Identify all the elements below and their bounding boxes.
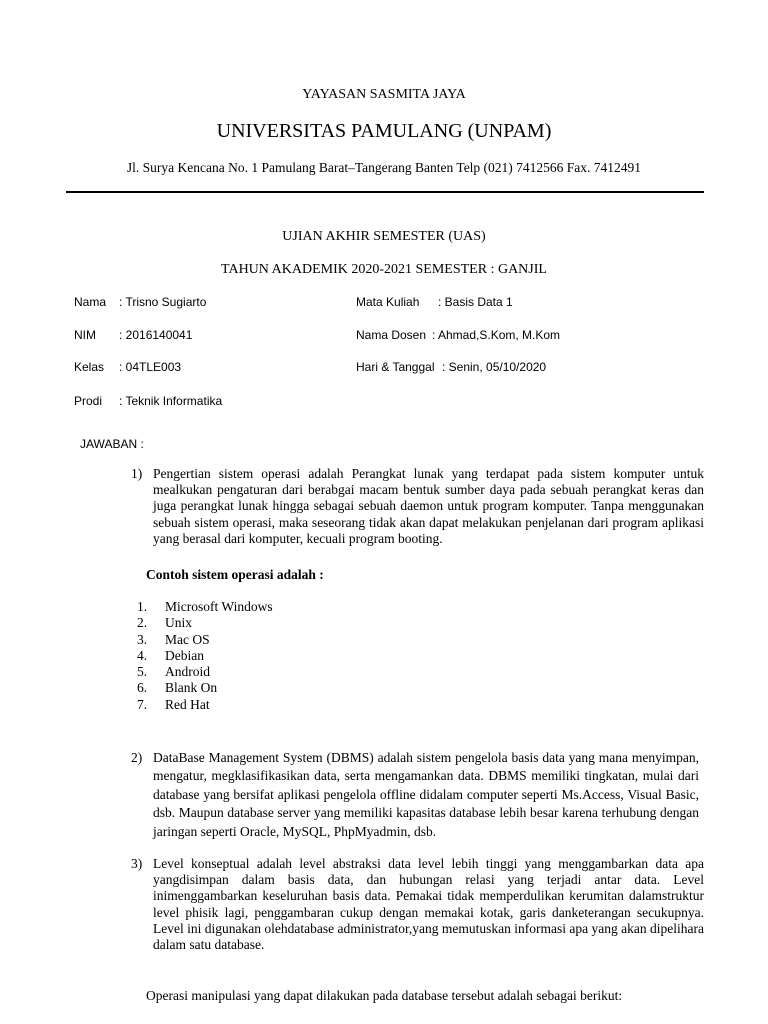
answer-3-text: Level konseptual adalah level abstraksi data level lebih tinggi yang menggambarkan data apa yangdisimpan dalam basis data, dan hubungan relasi yang terjadi antar data. Level inimenggambarkan keseluruhan basis data. Pemakai tidak memperdulikan kerumitan dalamstruktur level phisik lagi, penggambaran cukup dengan memakai kotak, garis danketerangan secukupnya. Level ini digunakan olehdatabase administrator,yang memutuskan informasi apa yang akan dipelihara dalam satu database. [153,856,704,953]
answer-1-number: 1) [131,466,143,481]
document-page: YAYASAN SASMITA JAYA UNIVERSITAS PAMULANG (UNPAM) Jl. Surya Kencana No. 1 Pamulang Barat–Tangerang Banten Telp (021) 7412566 Fax. 7412491 UJIAN AKHIR SEMESTER (UAS) TAHUN AKADEMIK 2020-2021 SEMESTER : GANJIL Nama : Trisno Sugiarto NIM : 2016140041 Kelas : 04TLE003 Prodi : Teknik Informatika Mata Kuliah : Basis Data 1 Nama Dosen : Ahmad,S.Kom, M.Kom Hari & Tanggal : Senin, 05/10/2020 JAWABAN : 1) Pengertian sistem operasi adalah Perangkat lunak yang terdapat pada sistem komputer untuk mealkukan pengaturan dari berabgai macam bentuk sumber daya pada sebuah perangkat keras dan juga perangkat lunak hingga sebagai sebuah daemon untuk program komputer. Tanpa menggunakan sebuah sistem operasi, maka seseorang tidak akan dapat melakukan penjelanan dari program aplikasi yang berasal dari komputer, kecuali program booting. Contoh sistem operasi adalah : 1. Microsoft Windows 2. Unix 3. Mac OS 4. Debian 5. Android 6. Blank On 7. Red Hat 2) DataBase Management System (DBMS) adalah sistem pengelola basis data yang mana menyimpan, mengatur, megklasifikasikan data, serta mengamankan data. DBMS memiliki tingkatan, mulai dari database yang bersifat aplikasi pengelola offline didalam computer seperti Ms.Access, Visual Basic, dsb. Maupun database server yang memiliki kapasitas database lebih besar karena terhubung dengan jaringan seperti Oracle, MySQL, PhpMyadmin, dsb. 3) Level konseptual adalah level abstraksi data level lebih tinggi yang menggambarkan data apa yangdisimpan dalam basis data, dan hubungan relasi yang terjadi antar data. Level inimenggambarkan keseluruhan basis data. Pemakai tidak memperdulikan kerumitan dalamstruktur level phisik lagi, penggambaran cukup dengan memakai kotak, garis danketerangan secukupnya. Level ini digunakan olehdatabase administrator,yang memutuskan informasi apa yang akan dipelihara dalam satu database. Operasi manipulasi yang dapat dilakukan pada database tersebut adalah sebagai berikut: [0,0,768,1024]
field-kelas-value: : 04TLE003 [119,360,182,374]
university-address: Jl. Surya Kencana No. 1 Pamulang Barat–Tangerang Banten Telp (021) 7412566 Fax. 7412491 [126,160,642,175]
header-divider [66,191,704,193]
university-name: UNIVERSITAS PAMULANG (UNPAM) [216,120,552,142]
field-mata-kuliah-label: Mata Kuliah [356,295,420,309]
field-prodi-value: : Teknik Informatika [119,394,223,408]
closing-sentence: Operasi manipulasi yang dapat dilakukan pada database tersebut adalah sebagai berikut: [146,988,623,1003]
field-nama-dosen-label: Nama Dosen [356,328,427,342]
answer-3-number: 3) [131,856,143,871]
field-kelas-label: Kelas [74,360,105,374]
field-mata-kuliah-value: : Basis Data 1 [438,295,513,309]
academic-year: TAHUN AKADEMIK 2020-2021 SEMESTER : GANJIL [221,262,547,277]
answer-1-text: Pengertian sistem operasi adalah Perangkat lunak yang terdapat pada sistem komputer untuk mealkukan pengaturan dari berabgai macam bentuk sumber daya pada sebuah perangkat keras dan juga perangkat lunak hingga sebagai sebuah daemon untuk program komputer. Tanpa menggunakan sebuah sistem operasi, maka seseorang tidak akan dapat melakukan penjelanan dari program aplikasi yang berasal dari komputer, kecuali program booting. [153,466,704,546]
field-nim-value: : 2016140041 [119,328,193,342]
field-nama-dosen-value: : Ahmad,S.Kom, M.Kom [432,328,561,342]
field-hari-tanggal-value: : Senin, 05/10/2020 [442,360,547,374]
field-nim-label: NIM [74,328,96,342]
answer-2-number: 2) [131,750,143,765]
field-nama-label: Nama [74,295,107,309]
answer-2-text: DataBase Management System (DBMS) adalah sistem pengelola basis data yang mana menyimpan, mengatur, megklasifikasikan data, serta mengamankan data. DBMS memiliki tingkatan, mulai dari database yang bersifat aplikasi pengelola offline didalam computer seperti Ms.Access, Visual Basic, dsb. Maupun database server yang memiliki kapasitas database lebih besar karena terhubung dengan jaringan seperti Oracle, MySQL, PhpMyadmin, dsb. [153,750,699,839]
answers-heading: JAWABAN : [80,437,144,451]
examples-heading: Contoh sistem operasi adalah : [146,567,324,582]
exam-title: UJIAN AKHIR SEMESTER (UAS) [282,229,486,244]
foundation-name: YAYASAN SASMITA JAYA [302,87,466,102]
field-prodi-label: Prodi [74,394,103,408]
field-hari-tanggal-label: Hari & Tanggal [356,360,435,374]
field-nama-value: : Trisno Sugiarto [119,295,207,309]
